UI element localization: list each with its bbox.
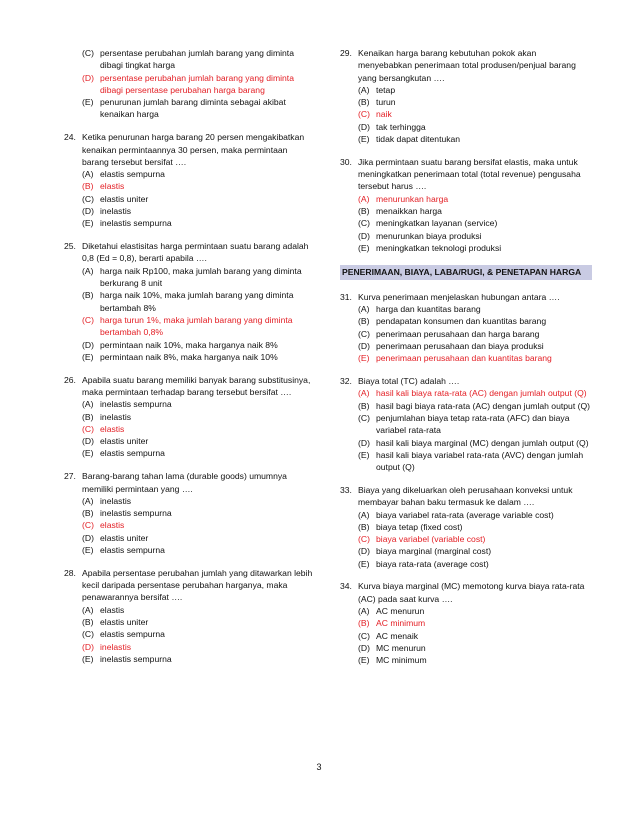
answer-option: [340, 449, 590, 474]
option-text: harga naik 10%, maka jumlah barang yang diminta bertambah 8%: [100, 290, 294, 313]
option-key: (C): [82, 48, 94, 58]
answer-option: [64, 339, 314, 351]
option-text: elastis: [100, 604, 125, 615]
option-key: (E): [82, 97, 94, 108]
answer-option: [340, 605, 590, 617]
question-text: Diketahui elastisitas harga permintaan suatu barang adalah 0,8 (Ed = 0,8), berarti apabila ….: [82, 241, 309, 264]
option-text: elastis: [100, 520, 125, 531]
question-stem: [340, 484, 590, 509]
question-number: 24.: [64, 132, 76, 143]
option-key: (E): [358, 558, 370, 569]
answer-option: [340, 96, 590, 108]
option-key: (A): [358, 509, 370, 520]
option-text: penjumlahan biaya tetap rata-rata (AFC) dan biaya variabel rata-rata: [376, 412, 570, 436]
answer-option-correct: [64, 314, 314, 339]
answer-option: [340, 340, 590, 352]
option-key: (B): [82, 290, 94, 301]
question-stem: [64, 470, 314, 495]
option-key: (A): [82, 399, 94, 410]
answer-option: [64, 398, 314, 410]
option-key: (C): [358, 630, 370, 641]
option-text: AC menurun: [376, 606, 425, 617]
option-key: (E): [82, 351, 94, 362]
answer-option-correct: [340, 352, 590, 364]
option-text: AC menaik: [376, 630, 419, 641]
option-text: AC minimum: [376, 618, 426, 629]
page-number: 3: [316, 762, 322, 772]
answer-option: [340, 545, 590, 557]
option-text: elastis sempurna: [100, 544, 165, 555]
option-text: MC minimum: [376, 655, 427, 666]
answer-option: [64, 616, 314, 628]
answer-option-correct: [64, 180, 314, 192]
answer-option: [64, 628, 314, 640]
answer-option-correct: [64, 519, 314, 531]
question-number: 29.: [340, 48, 352, 58]
option-text: biaya variabel (variable cost): [376, 534, 486, 545]
option-key: (C): [82, 193, 94, 204]
answer-option: [64, 411, 314, 423]
question-33: [340, 484, 590, 570]
option-text: elastis sempurna: [100, 448, 165, 459]
option-key: (A): [82, 604, 94, 615]
question-32: [340, 375, 590, 473]
question-stem: [340, 291, 590, 303]
option-text: hasil kali biaya variabel rata-rata (AVC) dengan jumlah output (Q): [376, 449, 584, 473]
answer-option-correct: [64, 423, 314, 435]
question-text: Kurva biaya marginal (MC) memotong kurva biaya rata-rata (AC) pada saat kurva ….: [358, 581, 585, 604]
option-text: naik: [376, 109, 392, 120]
question-number: 33.: [340, 484, 352, 495]
option-key: (E): [82, 653, 94, 664]
option-text: menaikkan harga: [376, 206, 442, 217]
option-text: inelastis sempurna: [100, 653, 172, 664]
answer-option: [64, 495, 314, 507]
option-key: (B): [358, 97, 370, 108]
question-text: Biaya yang dikeluarkan oleh perusahaan konveksi untuk membayar bahan baku termasuk ke dalam ….: [358, 484, 573, 508]
option-key: (C): [358, 534, 370, 545]
option-key: (B): [82, 411, 94, 422]
question-number: 30.: [340, 156, 352, 167]
option-key: (B): [358, 618, 370, 629]
answer-option: [340, 205, 590, 217]
option-key: (D): [358, 437, 370, 448]
answer-option: [64, 265, 314, 290]
answer-option: [64, 168, 314, 180]
answer-option: [64, 507, 314, 519]
option-key: (C): [82, 423, 94, 434]
option-key: (E): [82, 218, 94, 229]
option-text: meningkatkan layanan (service): [376, 218, 498, 229]
question-28: [64, 567, 314, 665]
option-key: (D): [358, 340, 370, 351]
option-key: (E): [82, 544, 94, 555]
option-text: harga dan kuantitas barang: [376, 304, 481, 315]
option-key: (D): [358, 121, 370, 132]
question-stem: [64, 131, 314, 168]
option-key: (D): [82, 206, 94, 217]
question-number: 32.: [340, 376, 352, 387]
option-key: (D): [82, 532, 94, 543]
answer-option: [64, 653, 314, 665]
option-text: tak terhingga: [376, 121, 426, 132]
answer-option-correct: [340, 193, 590, 205]
question-text: Kenaikan harga barang kebutuhan pokok akan menyebabkan penerimaan total produsen/penjual barang yang bersangkutan ….: [358, 48, 576, 83]
option-key: (A): [82, 265, 94, 276]
option-text: hasil bagi biaya rata-rata (AC) dengan jumlah output (Q): [376, 400, 591, 411]
option-key: (E): [358, 134, 370, 145]
option-key: (C): [358, 218, 370, 229]
answer-option: [340, 303, 590, 315]
option-key: (E): [358, 353, 370, 364]
option-text: biaya tetap (fixed cost): [376, 521, 463, 532]
answer-option: [64, 435, 314, 447]
option-text: biaya variabel rata-rata (average variable cost): [376, 509, 554, 520]
answer-option: [64, 289, 314, 314]
answer-option: [340, 133, 590, 145]
answer-option-correct: [340, 617, 590, 629]
answer-option: [340, 242, 590, 254]
answer-option: [340, 630, 590, 642]
answer-option: [64, 47, 314, 72]
option-key: (B): [82, 508, 94, 519]
option-key: (E): [358, 449, 370, 460]
answer-option: [64, 193, 314, 205]
option-key: (B): [82, 181, 94, 192]
option-key: (A): [358, 606, 370, 617]
question-stem: [64, 374, 314, 399]
question-31: [340, 291, 590, 365]
option-key: (D): [82, 339, 94, 350]
option-text: biaya rata-rata (average cost): [376, 558, 489, 569]
section-heading: PENERIMAAN, BIAYA, LABA/RUGI, & PENETAPAN HARGA: [340, 265, 592, 280]
option-text: hasil kali biaya rata-rata (AC) dengan jumlah output (Q): [376, 388, 587, 399]
answer-option: [64, 205, 314, 217]
question-stem: [64, 240, 314, 265]
option-key: (C): [82, 520, 94, 531]
option-key: (B): [358, 206, 370, 217]
left-question-list: [64, 131, 314, 665]
question-text: Ketika penurunan harga barang 20 persen mengakibatkan kenaikan permintaannya 30 persen, maka permintaan barang tersebut bersifat ….: [82, 132, 305, 167]
option-text: tetap: [376, 84, 396, 95]
option-key: (C): [358, 109, 370, 120]
option-key: (B): [358, 316, 370, 327]
option-text: inelastis sempurna: [100, 399, 172, 410]
answer-option: [340, 217, 590, 229]
option-text: elastis sempurna: [100, 629, 165, 640]
question-stem: [64, 567, 314, 604]
option-text: elastis: [100, 181, 125, 192]
option-key: (E): [358, 242, 370, 253]
answer-option: [64, 217, 314, 229]
option-text: menurunkan harga: [376, 193, 449, 204]
option-key: (C): [82, 314, 94, 325]
answer-option-correct: [340, 387, 590, 399]
option-text: pendapatan konsumen dan kuantitas barang: [376, 316, 547, 327]
question-23-continuation: [64, 47, 314, 121]
option-text: harga naik Rp100, maka jumlah barang yang diminta berkurang 8 unit: [100, 265, 302, 289]
answer-option: [340, 521, 590, 533]
option-text: harga turun 1%, maka jumlah barang yang diminta bertambah 0,8%: [100, 314, 293, 338]
question-27: [64, 470, 314, 556]
question-30: [340, 156, 590, 254]
option-text: meningkatkan teknologi produksi: [376, 242, 502, 253]
question-number: 28.: [64, 567, 76, 578]
option-text: inelastis sempurna: [100, 218, 172, 229]
answer-option-correct: [64, 641, 314, 653]
option-text: elastis uniter: [100, 193, 149, 204]
answer-option: [340, 400, 590, 412]
answer-option: [340, 121, 590, 133]
option-key: (B): [358, 400, 370, 411]
answer-option: [340, 230, 590, 242]
question-number: 27.: [64, 471, 76, 482]
option-text: elastis uniter: [100, 436, 149, 447]
answer-option: [340, 558, 590, 570]
question-number: 25.: [64, 241, 76, 252]
option-key: (C): [358, 328, 370, 339]
option-text: elastis sempurna: [100, 169, 165, 180]
answer-option: [340, 642, 590, 654]
question-25: [64, 240, 314, 363]
option-text: biaya marginal (marginal cost): [376, 546, 492, 557]
question-34: [340, 580, 590, 666]
option-key: (D): [82, 72, 94, 83]
option-text: elastis uniter: [100, 616, 149, 627]
option-text: persentase perubahan jumlah barang yang diminta dibagi tingkat harga: [100, 48, 294, 71]
question-number: 26.: [64, 374, 76, 385]
question-number: 34.: [340, 581, 352, 592]
option-key: (A): [82, 169, 94, 180]
answer-option: [64, 447, 314, 459]
right-question-list-top: [340, 47, 590, 254]
option-key: (D): [358, 546, 370, 557]
option-key: (A): [358, 388, 370, 399]
answer-option: [340, 654, 590, 666]
option-text: penurunan jumlah barang diminta sebagai akibat kenaikan harga: [100, 97, 286, 120]
answer-option: [340, 509, 590, 521]
question-text: Barang-barang tahan lama (durable goods) umumnya memiliki permintaan yang ….: [82, 471, 287, 494]
option-text: elastis: [100, 423, 125, 434]
option-key: (A): [358, 193, 370, 204]
option-text: hasil kali biaya marginal (MC) dengan jumlah output (Q): [376, 437, 589, 448]
question-29: [340, 47, 590, 145]
question-24: [64, 131, 314, 229]
right-question-list-bottom: [340, 291, 590, 667]
right-column: [340, 47, 590, 677]
option-text: tidak dapat ditentukan: [376, 134, 461, 145]
option-text: penerimaan perusahaan dan kuantitas barang: [376, 353, 552, 364]
option-text: turun: [376, 97, 396, 108]
option-key: (D): [82, 641, 94, 652]
answer-option: [340, 437, 590, 449]
option-key: (B): [82, 616, 94, 627]
option-text: inelastis: [100, 411, 132, 422]
question-text: Biaya total (TC) adalah ….: [358, 376, 460, 387]
option-key: (C): [358, 412, 370, 423]
question-stem: [340, 47, 590, 84]
question-stem: [340, 156, 590, 193]
answer-option: [64, 96, 314, 121]
option-text: permintaan naik 8%, maka harganya naik 10%: [100, 351, 278, 362]
option-key: (E): [82, 448, 94, 459]
question-text: Kurva penerimaan menjelaskan hubungan antara ….: [358, 291, 560, 302]
option-key: (D): [82, 436, 94, 447]
answer-option: [340, 315, 590, 327]
option-text: persentase perubahan jumlah barang yang diminta dibagi persentase perubahan harga barang: [100, 72, 294, 95]
option-text: penerimaan perusahaan dan biaya produksi: [376, 340, 544, 351]
left-column: [64, 47, 314, 676]
answer-option: [340, 328, 590, 340]
option-text: inelastis sempurna: [100, 508, 172, 519]
option-key: (D): [358, 642, 370, 653]
answer-option: [340, 412, 590, 437]
option-key: (B): [358, 521, 370, 532]
option-key: (C): [82, 629, 94, 640]
answer-option: [64, 351, 314, 363]
option-key: (A): [358, 304, 370, 315]
answer-option-correct: [64, 72, 314, 97]
option-text: penerimaan perusahaan dan harga barang: [376, 328, 540, 339]
option-text: inelastis: [100, 206, 132, 217]
question-26: [64, 374, 314, 460]
question-text: Apabila persentase perubahan jumlah yang ditawarkan lebih kecil daripada persentase perubahan harganya, maka penawarannya bersifat ….: [82, 567, 313, 603]
option-key: (E): [358, 655, 370, 666]
answer-option-correct: [340, 108, 590, 120]
question-text: Jika permintaan suatu barang bersifat elastis, maka untuk meningkatkan penerimaan total (total revenue) pengusaha tersebut harus ….: [358, 156, 581, 192]
option-text: inelastis: [100, 495, 132, 506]
answer-option-correct: [340, 533, 590, 545]
question-stem: [340, 375, 590, 387]
option-text: inelastis: [100, 641, 132, 652]
question-text: Apabila suatu barang memiliki banyak barang substitusinya, maka permintaan terhadap barang tersebut bersifat ….: [82, 374, 311, 397]
option-key: (D): [358, 230, 370, 241]
answer-option: [64, 532, 314, 544]
answer-option: [64, 544, 314, 556]
answer-option: [340, 84, 590, 96]
option-key: (A): [82, 495, 94, 506]
question-number: 31.: [340, 291, 352, 302]
option-key: (A): [358, 84, 370, 95]
question-stem: [340, 580, 590, 605]
option-text: elastis uniter: [100, 532, 149, 543]
option-text: MC menurun: [376, 642, 426, 653]
option-text: menurunkan biaya produksi: [376, 230, 482, 241]
answer-option: [64, 604, 314, 616]
option-text: permintaan naik 10%, maka harganya naik 8%: [100, 339, 278, 350]
